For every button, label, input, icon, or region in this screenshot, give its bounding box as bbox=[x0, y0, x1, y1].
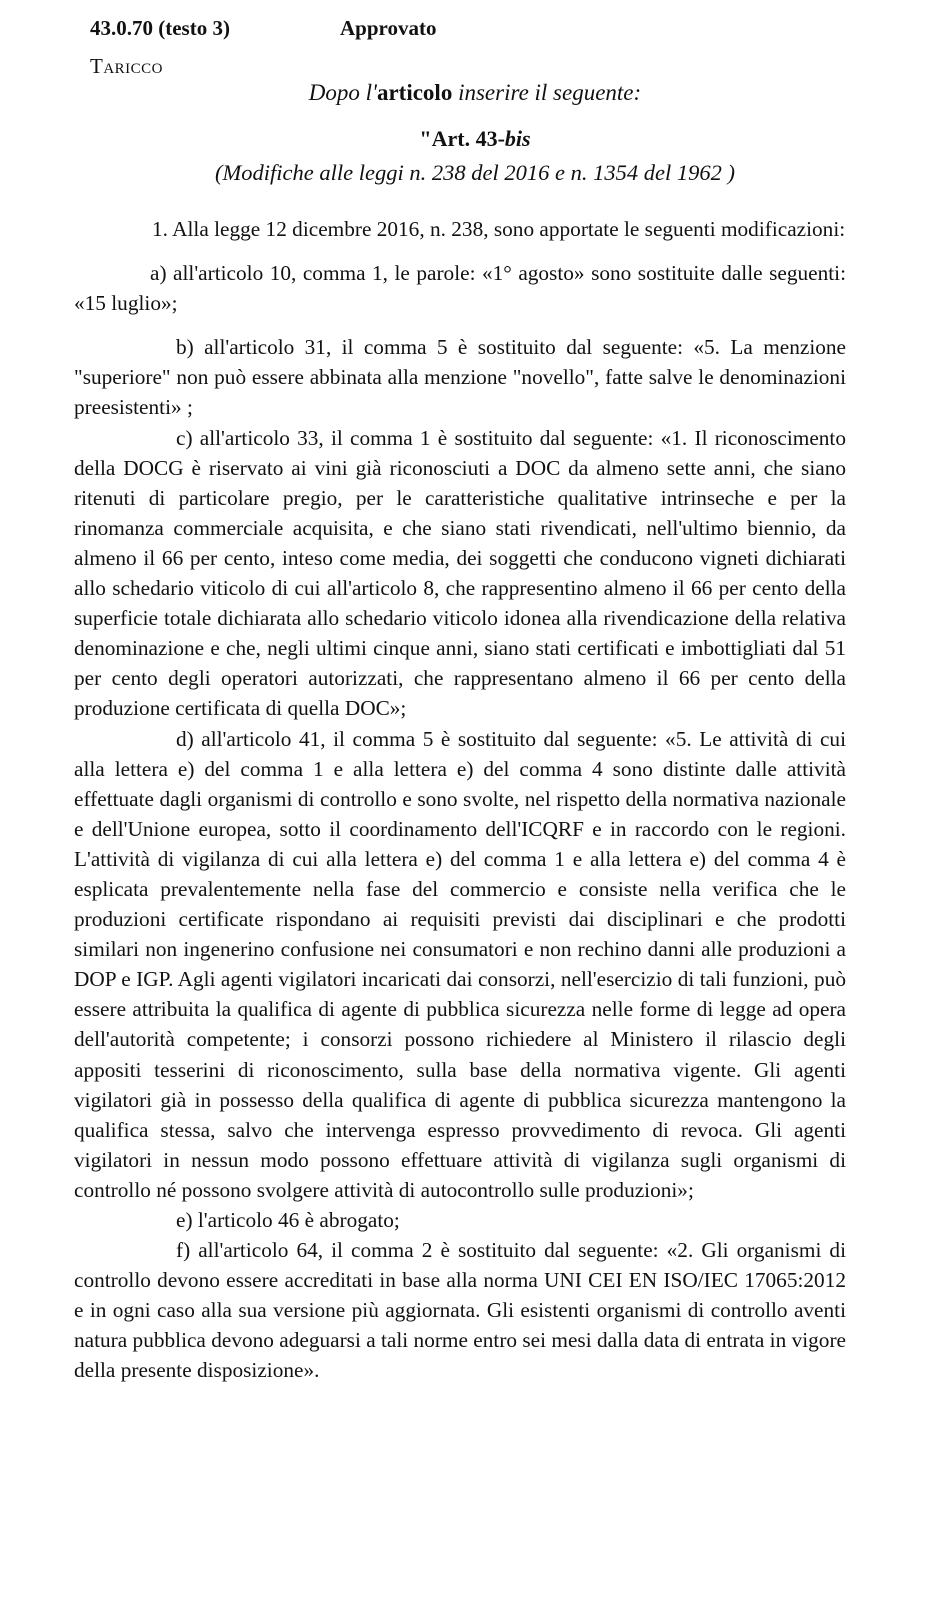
amendment-status: Approvato bbox=[340, 16, 437, 40]
paragraph-b: b) all'articolo 31, il comma 5 è sostituito dal seguente: «5. La menzione "superiore" non può essere abbinata alla menzione "novello", fatte salve le denominazioni preesistenti» ; bbox=[74, 335, 846, 420]
paragraph-a: a) all'articolo 10, comma 1, le parole: «1° agosto» sono sostituite dalle seguenti: «15 luglio»; bbox=[74, 261, 846, 316]
paragraph-e: e) l'articolo 46 è abrogato; bbox=[176, 1208, 400, 1232]
article-title-suffix: bis bbox=[504, 126, 531, 151]
article-title-prefix: "Art. 43- bbox=[419, 126, 505, 151]
intro-bold: articolo bbox=[376, 80, 453, 105]
insertion-instruction bbox=[0, 80, 950, 106]
article-title bbox=[0, 126, 950, 152]
paragraph-f: f) all'articolo 64, il comma 2 è sostituito dal seguente: «2. Gli organismi di controllo devono essere accreditati in base alla norma UNI CEI EN ISO/IEC 17065:2012 e in ogni caso alla sua versione più aggiornata. Gli esistenti organismi di controllo aventi natura pubblica devono adeguarsi a tali norme entro sei mesi dalla data di entrata in vigore della presente disposizione». bbox=[74, 1238, 846, 1383]
article-subtitle: (Modifiche alle leggi n. 238 del 2016 e n. 1354 del 1962 ) bbox=[215, 160, 735, 185]
article-body bbox=[74, 214, 846, 1386]
paragraph-main: 1. Alla legge 12 dicembre 2016, n. 238, sono apportate le seguenti modificazioni: bbox=[152, 217, 846, 241]
paragraph-c: c) all'articolo 33, il comma 1 è sostituito dal seguente: «1. Il riconoscimento della DOCG è riservato ai vini già riconosciuti a DOC da almeno sette anni, che siano ritenuti di particolare pregio, per le caratteristiche qualitative intrinseche e per la rinomanza commerciale acquisita, e che siano stati rivendicati, nell'ultimo biennio, da almeno il 66 per cento, inteso come media, dei soggetti che conducono vigneti dichiarati allo schedario viticolo di cui all'articolo 8, che rappresentino almeno il 66 per cento della superficie totale dichiarata allo schedario viticolo idonea alla rivendicazione della relativa denominazione e che, negli ultimi cinque anni, siano stati certificati e imbottigliati dal 51 per cento degli operatori autorizzati, che rappresentano almeno il 66 per cento della produzione certificata di quella DOC»; bbox=[74, 425, 846, 721]
paragraph-d: d) all'articolo 41, il comma 5 è sostituito dal seguente: «5. Le attività di cui alla lettera e) del comma 1 e alla lettera e) del comma 4 sono distinte dalle attività effettuate dagli organismi di controllo e sono svolte, nel rispetto della normativa nazionale e dell'Unione europea, sotto il coordinamento dell'ICQRF e in raccordo con le regioni. L'attività di vigilanza di cui alla lettera e) del comma 1 e alla lettera e) del comma 4 è esplicata prevalentemente nella fase del commercio e consiste nella verifica che le produzioni certificate rispondano ai requisiti previsti dai disciplinari e che prodotti similari non ingenerino confusione nei consumatori e non rechino danni alle produzioni a DOP e IGP. Agli agenti vigilatori incaricati dai consorzi, nell'esercizio di tali funzioni, può essere attribuita la qualifica di agente di pubblica sicurezza nelle forme di legge ad opera dell'autorità competente; i consorzi possono richiedere al Ministero il rilascio degli appositi tesserini di riconoscimento, sulla base della normativa vigente. Gli agenti vigilatori già in possesso della qualifica di agente di pubblica sicurezza mantengono la qualifica stessa, salvo che intervenga espresso provvedimento di revoca. Gli agenti vigilatori in nessun modo possono effettuare attività di vigilanza sugli organismi di controllo né possono svolgere attività di autocontrollo sulle produzioni»; bbox=[74, 726, 846, 1202]
intro-after: inserire il seguente: bbox=[452, 80, 642, 105]
amendment-author: Taricco bbox=[90, 54, 164, 78]
intro-before: Dopo l' bbox=[308, 80, 377, 105]
amendment-number: 43.0.70 (testo 3) bbox=[90, 16, 230, 40]
